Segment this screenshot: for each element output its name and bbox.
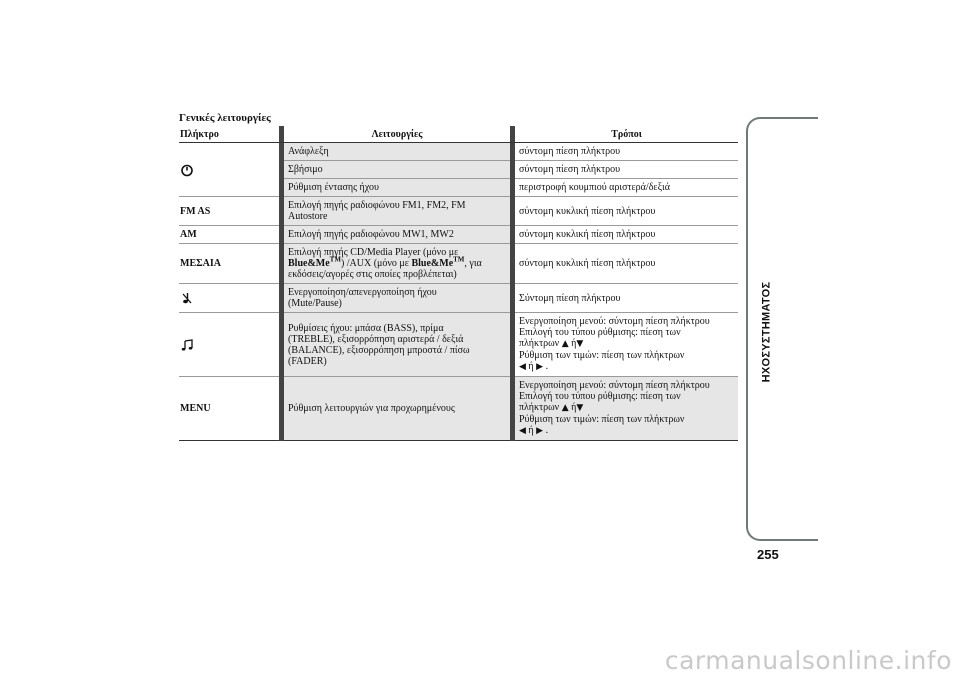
or-text: ή [528,361,534,372]
mode-cell: περιστροφή κουμπιού αριστερά/δεξιά [515,179,738,197]
function-line: Ρυθμίσεις ήχου: μπάσα (BASS), πρίμα [288,322,444,334]
audio-key [179,313,279,377]
table-row-fm-as [179,197,738,226]
function-cell [284,244,510,284]
or-text: ή [571,338,577,349]
function-line: Επιλογή πηγής CD/Media Player (μόνο με [288,247,459,258]
brand-text: Blue&Me [288,258,330,269]
function-line: (TREBLE), εξισορρόπηση αριστερά / δεξιά [288,333,464,345]
table-row-audio [179,313,738,377]
or-text: ή [571,402,577,413]
arrow-left-icon: ◀ [519,362,526,372]
mute-key [179,284,279,313]
header-key: Πλήκτρο [180,128,219,140]
function-cell: Ρύθμιση έντασης ήχου [284,179,510,197]
menu-key: MENU [179,377,279,441]
mode-cell: σύντομη κυκλική πίεση πλήκτρου [515,244,738,284]
mode-line [519,361,733,373]
tm-mark: TM [453,255,465,264]
power-knob-icon [180,163,194,177]
function-text: , για [464,258,482,269]
mode-line: Ρύθμιση των τιμών: πίεση των πλήκτρων [519,414,685,425]
header-mode: Τρόποι [611,128,642,140]
fm-as-key: FM AS [179,197,279,226]
function-line: (BALANCE), εξισορρόπηση μπροστά / πίσω [288,344,470,356]
arrow-right-icon: ▶ [536,362,544,372]
table-row-mute [179,284,738,313]
arrow-down-icon: ▼ [576,403,584,413]
brand-text: Blue&Me [411,258,454,269]
mode-cell [515,313,738,377]
function-cell: Σβήσιμο [284,161,510,179]
watermark: carmanualsonline.info [664,646,952,675]
arrow-right-icon: ▶ [536,426,544,436]
function-cell [284,313,510,377]
table-row-power [179,143,738,197]
mode-line: Επιλογή του τύπου ρύθμισης: πίεση των [519,391,681,402]
power-key [179,143,279,197]
tm-mark: TM [329,255,341,264]
function-line: (Mute/Pause) [288,298,342,309]
mode-line: Επιλογή του τύπου ρύθμισης: πίεση των [519,327,681,338]
function-text: ) /AUX (μόνο με [340,258,412,269]
mode-cell: σύντομη πίεση πλήκτρου [515,143,738,161]
mode-cell: Σύντομη πίεση πλήκτρου [515,284,738,313]
function-cell: Ρύθμιση λειτουργιών για προχωρημένους [284,377,510,441]
page-number: 255 [757,547,779,562]
function-line: Autostore [288,211,328,222]
function-line: Ενεργοποίηση/απενεργοποίηση ήχου [288,287,437,298]
media-key: ΜΕΣΑΙΑ [179,244,279,284]
function-line: Επιλογή πηγής ραδιοφώνου FM1, FM2, FM [288,200,466,211]
function-cell [284,284,510,313]
mode-cell: σύντομη κυκλική πίεση πλήκτρου [515,197,738,226]
arrow-up-icon: ▲ [561,403,569,413]
mode-text: πλήκτρων [519,402,560,413]
or-text: ή [528,425,534,436]
audio-notes-icon [180,338,194,352]
arrow-up-icon: ▲ [561,339,569,349]
mute-note-icon [180,291,194,305]
table-row-media [179,244,738,284]
mode-line: Ρύθμιση των τιμών: πίεση των πλήκτρων [519,350,685,361]
functions-table [179,126,738,441]
function-line: εκδόσεις/αγορές στις οποίες προβλέπεται) [288,269,457,280]
function-cell: Επιλογή πηγής ραδιοφώνου MW1, MW2 [284,226,510,244]
table-row-menu [179,377,738,441]
arrow-left-icon: ◀ [519,426,526,436]
mode-cell [515,377,738,441]
table-header [179,126,738,143]
mode-text: . [545,361,549,372]
function-line [288,255,505,269]
chapter-label-text: ΗΧΟΣΥΣΤΗΜΑΤΟΣ [760,281,772,383]
mode-line [519,425,733,437]
function-line: (FADER) [288,355,327,367]
mode-line: Ενεργοποίηση μενού: σύντομη πίεση πλήκτρου [519,316,710,327]
header-function: Λειτουργίες [371,128,423,140]
function-cell [284,197,510,226]
mode-text: πλήκτρων [519,338,560,349]
chapter-label [756,272,776,392]
mode-text: . [545,425,549,436]
am-key: AM [179,226,279,244]
mode-cell: σύντομη κυκλική πίεση πλήκτρου [515,226,738,244]
function-cell: Ανάφλεξη [284,143,510,161]
section-title: Γενικές λειτουργίες [179,112,271,124]
arrow-down-icon: ▼ [576,339,584,349]
table-row-am [179,226,738,244]
mode-cell: σύντομη πίεση πλήκτρου [515,161,738,179]
mode-line [519,402,733,414]
mode-line [519,338,733,350]
mode-line: Ενεργοποίηση μενού: σύντομη πίεση πλήκτρου [519,380,710,391]
